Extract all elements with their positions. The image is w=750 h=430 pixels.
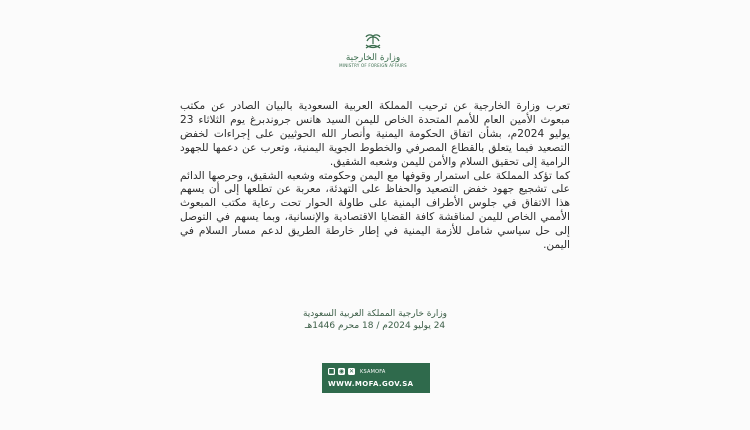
ministry-logo (322, 31, 424, 79)
palm-swords-emblem-icon (362, 31, 384, 53)
signoff-date: 24 يوليو 2024م / 18 محرم 1446هـ (304, 321, 446, 331)
logo-english-text: MINISTRY OF FOREIGN AFFAIRS (339, 63, 407, 68)
signoff-ministry: وزارة خارجية المملكة العربية السعودية (302, 309, 448, 319)
signoff (180, 308, 570, 332)
square-icon[interactable]: ■ (328, 368, 335, 375)
website-link[interactable]: WWW.MOFA.GOV.SA (328, 380, 414, 388)
statement-body (180, 100, 570, 253)
social-handle[interactable]: KSAMOFA (360, 368, 386, 375)
statement-paragraph-1: تعرب وزارة الخارجية عن ترحيب المملكة العربية السعودية بالبيان الصادر عن مكتب مبعوث الأمين العام للأمم المتحدة الخاص لليمن السيد هانس جروندبرغ يوم الثلاثاء 23 يوليو 2024م، بشأن اتفاق الحكومة اليمنية وأنصار الله الحوثيين على إجراءات لخفض التصعيد فيما يتعلق بالقطاع المصرفي والخطوط الجوية اليمنية، وتعرب عن دعمها للجهود الرامية إلى تحقيق السلام والأمن لليمن وشعبه الشقيق. (180, 100, 570, 168)
camera-icon[interactable]: ◉ (338, 368, 345, 375)
social-links (328, 368, 385, 375)
logo-arabic-text: وزارة الخارجية (345, 53, 401, 63)
footer-bar (322, 363, 430, 393)
statement-paragraph-2: كما تؤكد المملكة على استمرار وقوفها مع اليمن وحكومته وشعبه الشقيق، وحرصها الدائم على تشجيع جهود خفض التصعيد والحفاظ على التهدئة، معربة عن تطلعها إلى أن يسهم هذا الاتفاق في جلوس الأطراف اليمنية على طاولة الحوار تحت رعاية مكتب المبعوث الأممي الخاص لليمن لمناقشة كافة القضايا الاقتصادية والإنسانية، وبما يسهم في التوصل إلى حل سياسي شامل للأزمة اليمنية في إطار خارطة الطريق لدعم مسار السلام في اليمن. (180, 169, 570, 252)
x-icon[interactable]: ✕ (348, 368, 355, 375)
